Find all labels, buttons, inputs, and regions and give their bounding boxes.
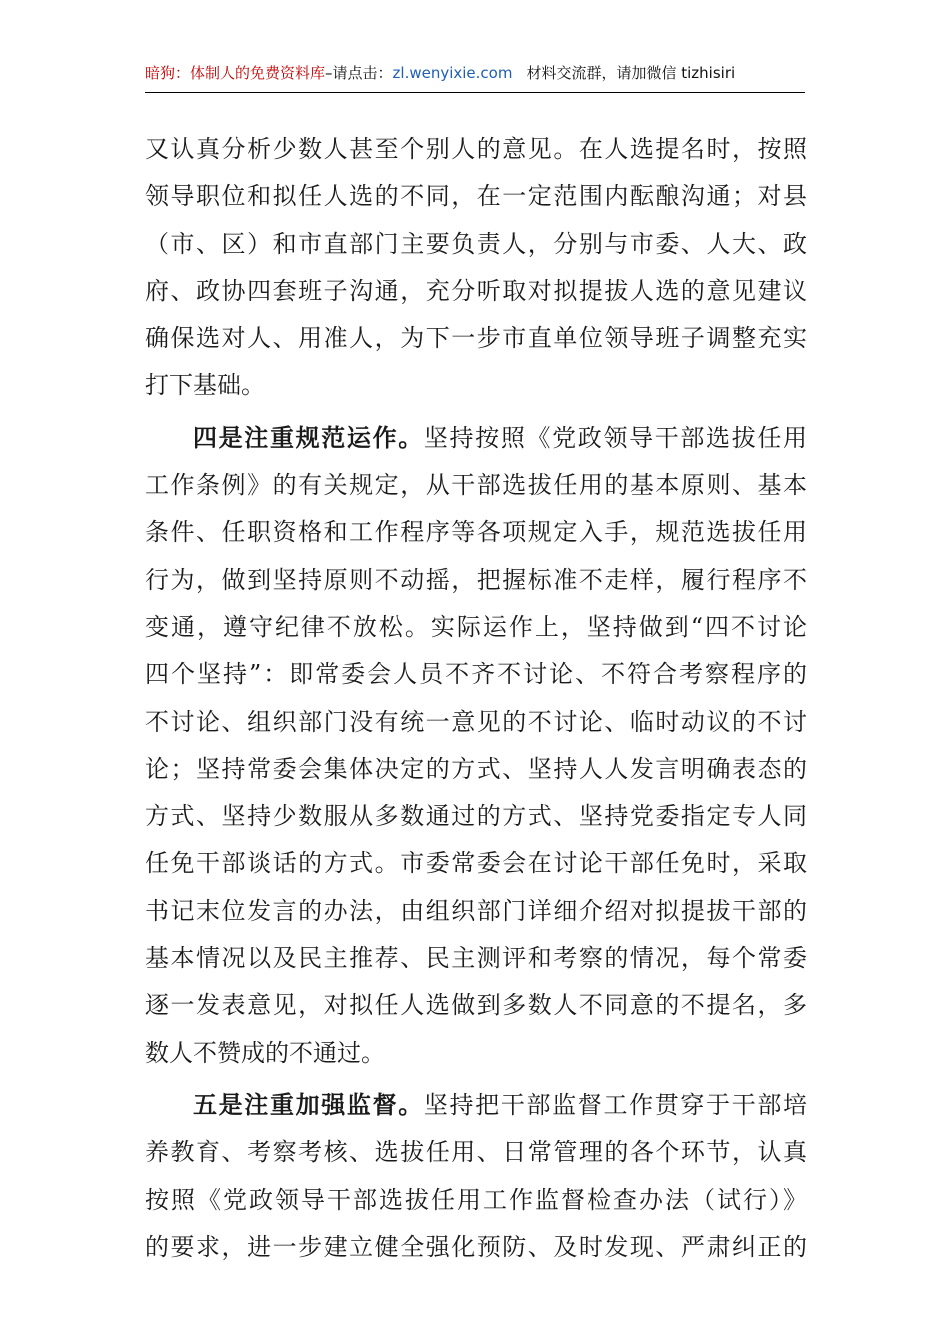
text-line: 行为，做到坚持原则不动摇，把握标准不走样，履行程序不 (145, 565, 807, 594)
paragraph-3 (145, 1082, 807, 1271)
text-line: 逐一发表意见，对拟任人选做到多数人不同意的不提名，多 (145, 991, 807, 1020)
text-span: 坚持按照《党政领导干部选拔任用 (423, 423, 808, 452)
paragraph-heading: 五是注重加强监督。 (193, 1090, 424, 1119)
text-line: 打下基础。 (145, 371, 265, 400)
text-span: 坚持把干部监督工作贯穿于干部培 (423, 1090, 808, 1119)
text-line: 书记末位发言的办法，由组织部门详细介绍对拟提拔干部的 (145, 896, 807, 925)
text-line: 论；坚持常委会集体决定的方式、坚持人人发言明确表态的 (145, 754, 807, 783)
text-line: 不讨论、组织部门没有统一意见的不讨论、临时动议的不讨 (145, 707, 807, 736)
text-line: 府、政协四套班子沟通，充分听取对拟提拔人选的意见建议 (145, 276, 807, 305)
text-line: 基本情况以及民主推荐、民主测评和考察的情况，每个常委 (145, 944, 807, 973)
header-contact: 材料交流群，请加微信 tizhisiri (526, 64, 736, 82)
paragraph-2 (145, 415, 807, 1077)
text-line: 养教育、考察考核、选拔任用、日常管理的各个环节，认真 (145, 1138, 807, 1167)
paragraph-first-line (145, 1082, 807, 1129)
text-line: 任免干部谈话的方式。市委常委会在讨论干部任免时，采取 (145, 849, 807, 878)
text-line: 数人不赞成的不通过。 (145, 1038, 385, 1067)
text-line: 领导职位和拟任人选的不同，在一定范围内酝酿沟通；对县 (145, 182, 807, 211)
text-line: 确保选对人、用准人，为下一步市直单位领导班子调整充实 (145, 324, 807, 353)
text-line: 又认真分析少数人甚至个别人的意见。在人选提名时，按照 (145, 135, 807, 163)
paragraph-first-line (145, 415, 807, 462)
text-line: 的要求，进一步建立健全强化预防、及时发现、严肃纠正的 (145, 1232, 807, 1261)
paragraph-1 (145, 126, 807, 410)
text-line: 方式、坚持少数服从多数通过的方式、坚持党委指定专人同 (145, 802, 807, 831)
text-line: 条件、任职资格和工作程序等各项规定入手，规范选拔任用 (145, 518, 807, 547)
header-prompt: –请点击： (325, 64, 393, 82)
header-site-name: 暗狗：体制人的免费资料库 (145, 64, 326, 82)
text-line: 变通，遵守纪律不放松。实际运作上，坚持做到“四不讨论 (145, 612, 807, 641)
text-line: 工作条例》的有关规定，从干部选拔任用的基本原则、基本 (145, 471, 807, 500)
page-header (145, 62, 805, 93)
header-url-link[interactable]: zl.wenyixie.com (392, 64, 513, 82)
text-line: 四个坚持”：即常委会人员不齐不讨论、不符合考察程序的 (145, 660, 807, 689)
paragraph-heading: 四是注重规范运作。 (193, 423, 424, 452)
body-text (145, 126, 807, 1271)
text-line: 按照《党政领导干部选拔任用工作监督检查办法（试行）》 (145, 1185, 807, 1214)
text-line: （市、区）和市直部门主要负责人，分别与市委、人大、政 (145, 229, 807, 258)
